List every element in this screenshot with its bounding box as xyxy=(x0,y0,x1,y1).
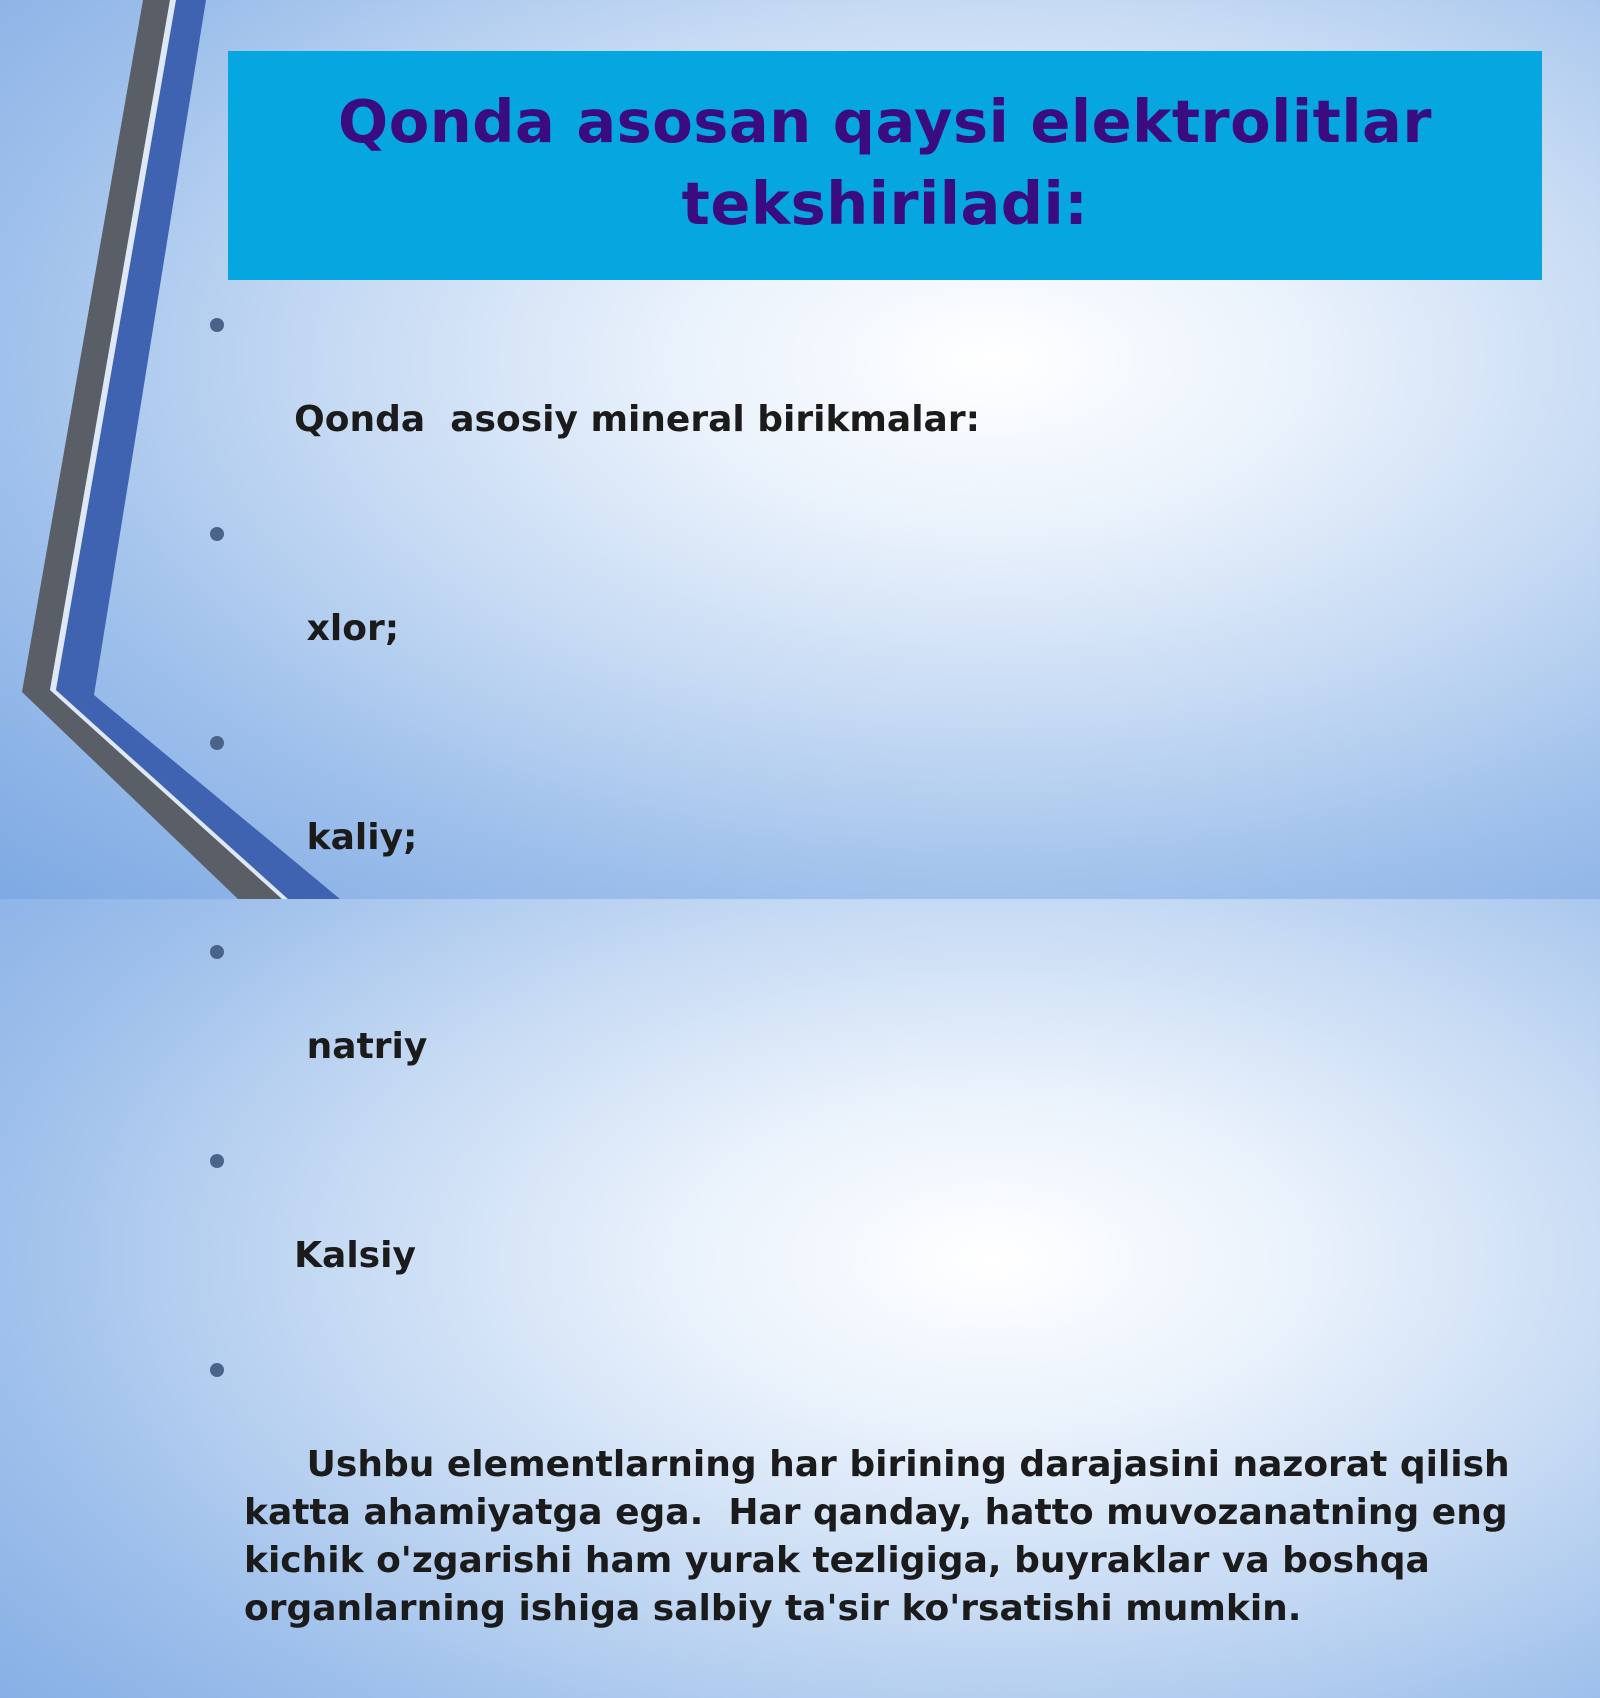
bullet-text: kaliy; xyxy=(294,817,418,858)
bullet-item xyxy=(204,1136,1524,1328)
bullet-item xyxy=(204,509,1524,701)
bullet-text: Ushbu elementlarning har birining darajasini nazorat qilish katta ahamiyatga ega. Har qanday, hatto muvozanatning eng kichik o'zgarishi ham yurak tezligiga, buyraklar va boshqa organlarning ishiga salbiy ta'sir ko'rsatishi mumkin. xyxy=(244,1444,1523,1629)
bullet-list xyxy=(204,300,1524,1698)
bullet-text: xlor; xyxy=(294,608,400,649)
bullet-item xyxy=(204,1345,1524,1681)
bullet-dot-icon xyxy=(210,527,224,541)
bullet-dot-icon xyxy=(210,1154,224,1168)
bullet-text: natriy xyxy=(294,1026,428,1067)
title-banner xyxy=(228,51,1542,280)
bullet-text: Kalsiy xyxy=(294,1235,416,1276)
bullet-text: Qonda asosiy mineral birikmalar: xyxy=(294,399,981,440)
bullet-dot-icon xyxy=(210,318,224,332)
slide-title: Qonda asosan qaysi elektrolitlar tekshiriladi: xyxy=(338,86,1432,238)
bullet-item xyxy=(204,718,1524,910)
bullet-item xyxy=(204,927,1524,1119)
bullet-dot-icon xyxy=(210,945,224,959)
bullet-item xyxy=(204,300,1524,492)
bullet-dot-icon xyxy=(210,1363,224,1377)
bullet-dot-icon xyxy=(210,736,224,750)
